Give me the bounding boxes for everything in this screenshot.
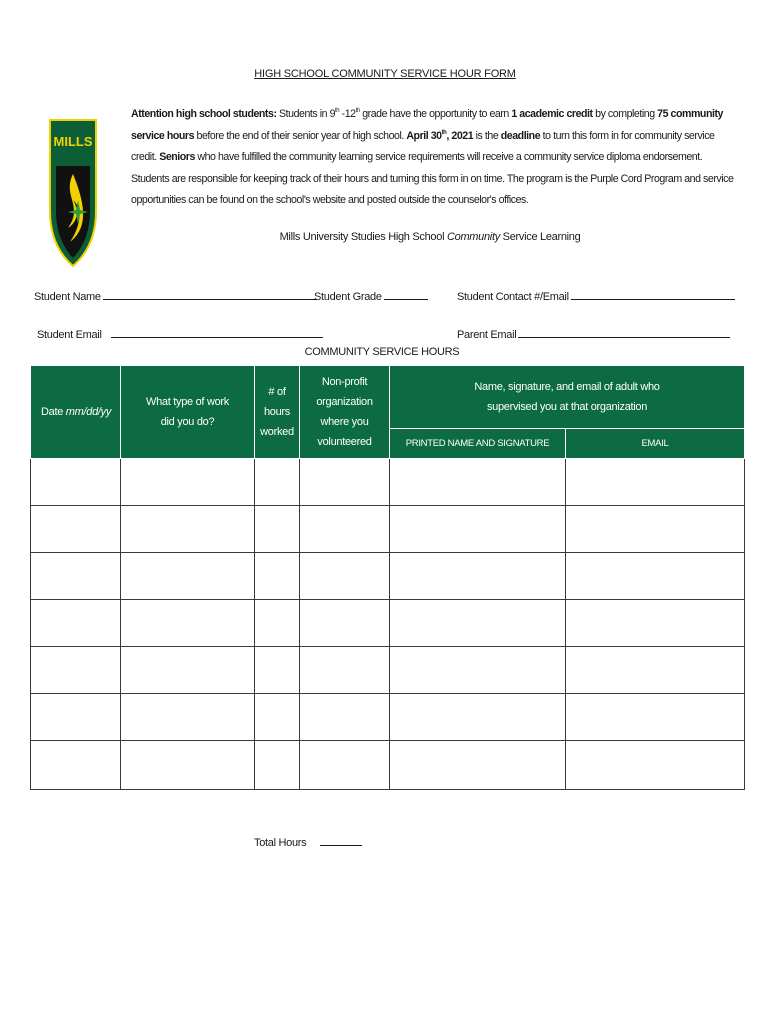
- email-cell[interactable]: [566, 694, 745, 741]
- organization-column-header: Non-profit organization where you volunteered: [300, 366, 390, 459]
- printed-name-column-header: PRINTED NAME AND SIGNATURE: [390, 429, 566, 459]
- work-cell[interactable]: [121, 600, 255, 647]
- email-cell[interactable]: [566, 553, 745, 600]
- student-contact-line[interactable]: [571, 288, 735, 300]
- hours-column-header: # of hours worked: [255, 366, 300, 459]
- email-cell[interactable]: [566, 647, 745, 694]
- hours-cell[interactable]: [255, 553, 300, 600]
- total-hours-label: Total Hours: [254, 837, 307, 849]
- date-cell[interactable]: [31, 741, 121, 790]
- work-cell[interactable]: [121, 506, 255, 553]
- email-cell[interactable]: [566, 600, 745, 647]
- student-email-label: Student Email: [37, 329, 102, 341]
- student-name-label: Student Name: [34, 291, 101, 303]
- student-name-line[interactable]: [103, 288, 317, 300]
- printed-name-cell[interactable]: [390, 741, 566, 790]
- student-grade-label: Student Grade: [314, 291, 382, 303]
- table-row: [31, 459, 745, 506]
- student-grade-line[interactable]: [384, 288, 428, 300]
- student-grade-field[interactable]: [314, 288, 428, 303]
- work-cell[interactable]: [121, 741, 255, 790]
- intro-paragraph: Attention high school students: Students in 9th -12th grade have the opportunity to earn 1 academic credit by completing 75 community service hours before the end of their senior year of high school. April 30th, 2021 is the deadline to turn this form in for community service credit. Seniors who have fulfilled the community learning service requirements will receive a community service diploma endorsement. Students are responsible for keeping track of their hours and turning this form in on time. The program is the Purple Cord Program and service opportunities can be found on the school's website and posted outside the counselor's offices.: [131, 108, 734, 207]
- date-column-header: Date mm/dd/yy: [31, 366, 121, 459]
- printed-name-cell[interactable]: [390, 600, 566, 647]
- student-contact-label: Student Contact #/Email: [457, 291, 569, 303]
- hours-cell[interactable]: [255, 741, 300, 790]
- organization-cell[interactable]: [300, 506, 390, 553]
- work-cell[interactable]: [121, 553, 255, 600]
- printed-name-cell[interactable]: [390, 506, 566, 553]
- organization-cell[interactable]: [300, 647, 390, 694]
- total-hours-line[interactable]: [320, 834, 362, 846]
- date-cell[interactable]: [31, 506, 121, 553]
- email-column-header: EMAIL: [566, 429, 745, 459]
- work-type-column-header: What type of work did you do?: [121, 366, 255, 459]
- work-cell[interactable]: [121, 647, 255, 694]
- hours-cell[interactable]: [255, 459, 300, 506]
- printed-name-cell[interactable]: [390, 459, 566, 506]
- student-email-line[interactable]: [111, 326, 323, 338]
- table-row: [31, 647, 745, 694]
- date-cell[interactable]: [31, 600, 121, 647]
- printed-name-cell[interactable]: [390, 647, 566, 694]
- parent-email-line[interactable]: [518, 326, 730, 338]
- program-subtitle: Mills University Studies High School Community Service Learning: [279, 231, 581, 243]
- table-row: [31, 741, 745, 790]
- supervisor-column-header: Name, signature, and email of adult who supervised you at that organization: [390, 366, 745, 429]
- organization-cell[interactable]: [300, 459, 390, 506]
- svg-text:MILLS: MILLS: [53, 134, 93, 149]
- email-cell[interactable]: [566, 506, 745, 553]
- student-email-field[interactable]: [37, 326, 323, 341]
- total-hours-field[interactable]: [254, 834, 362, 849]
- hours-cell[interactable]: [255, 600, 300, 647]
- email-cell[interactable]: [566, 741, 745, 790]
- date-cell[interactable]: [31, 459, 121, 506]
- date-cell[interactable]: [31, 694, 121, 741]
- table-row: [31, 553, 745, 600]
- work-cell[interactable]: [121, 459, 255, 506]
- table-row: [31, 694, 745, 741]
- hours-cell[interactable]: [255, 694, 300, 741]
- hours-table-heading: COMMUNITY SERVICE HOURS: [304, 346, 460, 358]
- form-title: HIGH SCHOOL COMMUNITY SERVICE HOUR FORM: [254, 68, 516, 80]
- community-service-hours-table: [30, 365, 745, 790]
- date-cell[interactable]: [31, 647, 121, 694]
- printed-name-cell[interactable]: [390, 694, 566, 741]
- table-row: [31, 600, 745, 647]
- table-row: [31, 506, 745, 553]
- hours-cell[interactable]: [255, 506, 300, 553]
- organization-cell[interactable]: [300, 694, 390, 741]
- organization-cell[interactable]: [300, 553, 390, 600]
- work-cell[interactable]: [121, 694, 255, 741]
- student-contact-field[interactable]: [457, 288, 735, 303]
- hours-cell[interactable]: [255, 647, 300, 694]
- date-cell[interactable]: [31, 553, 121, 600]
- parent-email-label: Parent Email: [457, 329, 517, 341]
- parent-email-field[interactable]: [457, 326, 730, 341]
- organization-cell[interactable]: [300, 600, 390, 647]
- mills-crest-logo: [48, 116, 98, 268]
- student-name-field[interactable]: [34, 288, 317, 303]
- organization-cell[interactable]: [300, 741, 390, 790]
- printed-name-cell[interactable]: [390, 553, 566, 600]
- email-cell[interactable]: [566, 459, 745, 506]
